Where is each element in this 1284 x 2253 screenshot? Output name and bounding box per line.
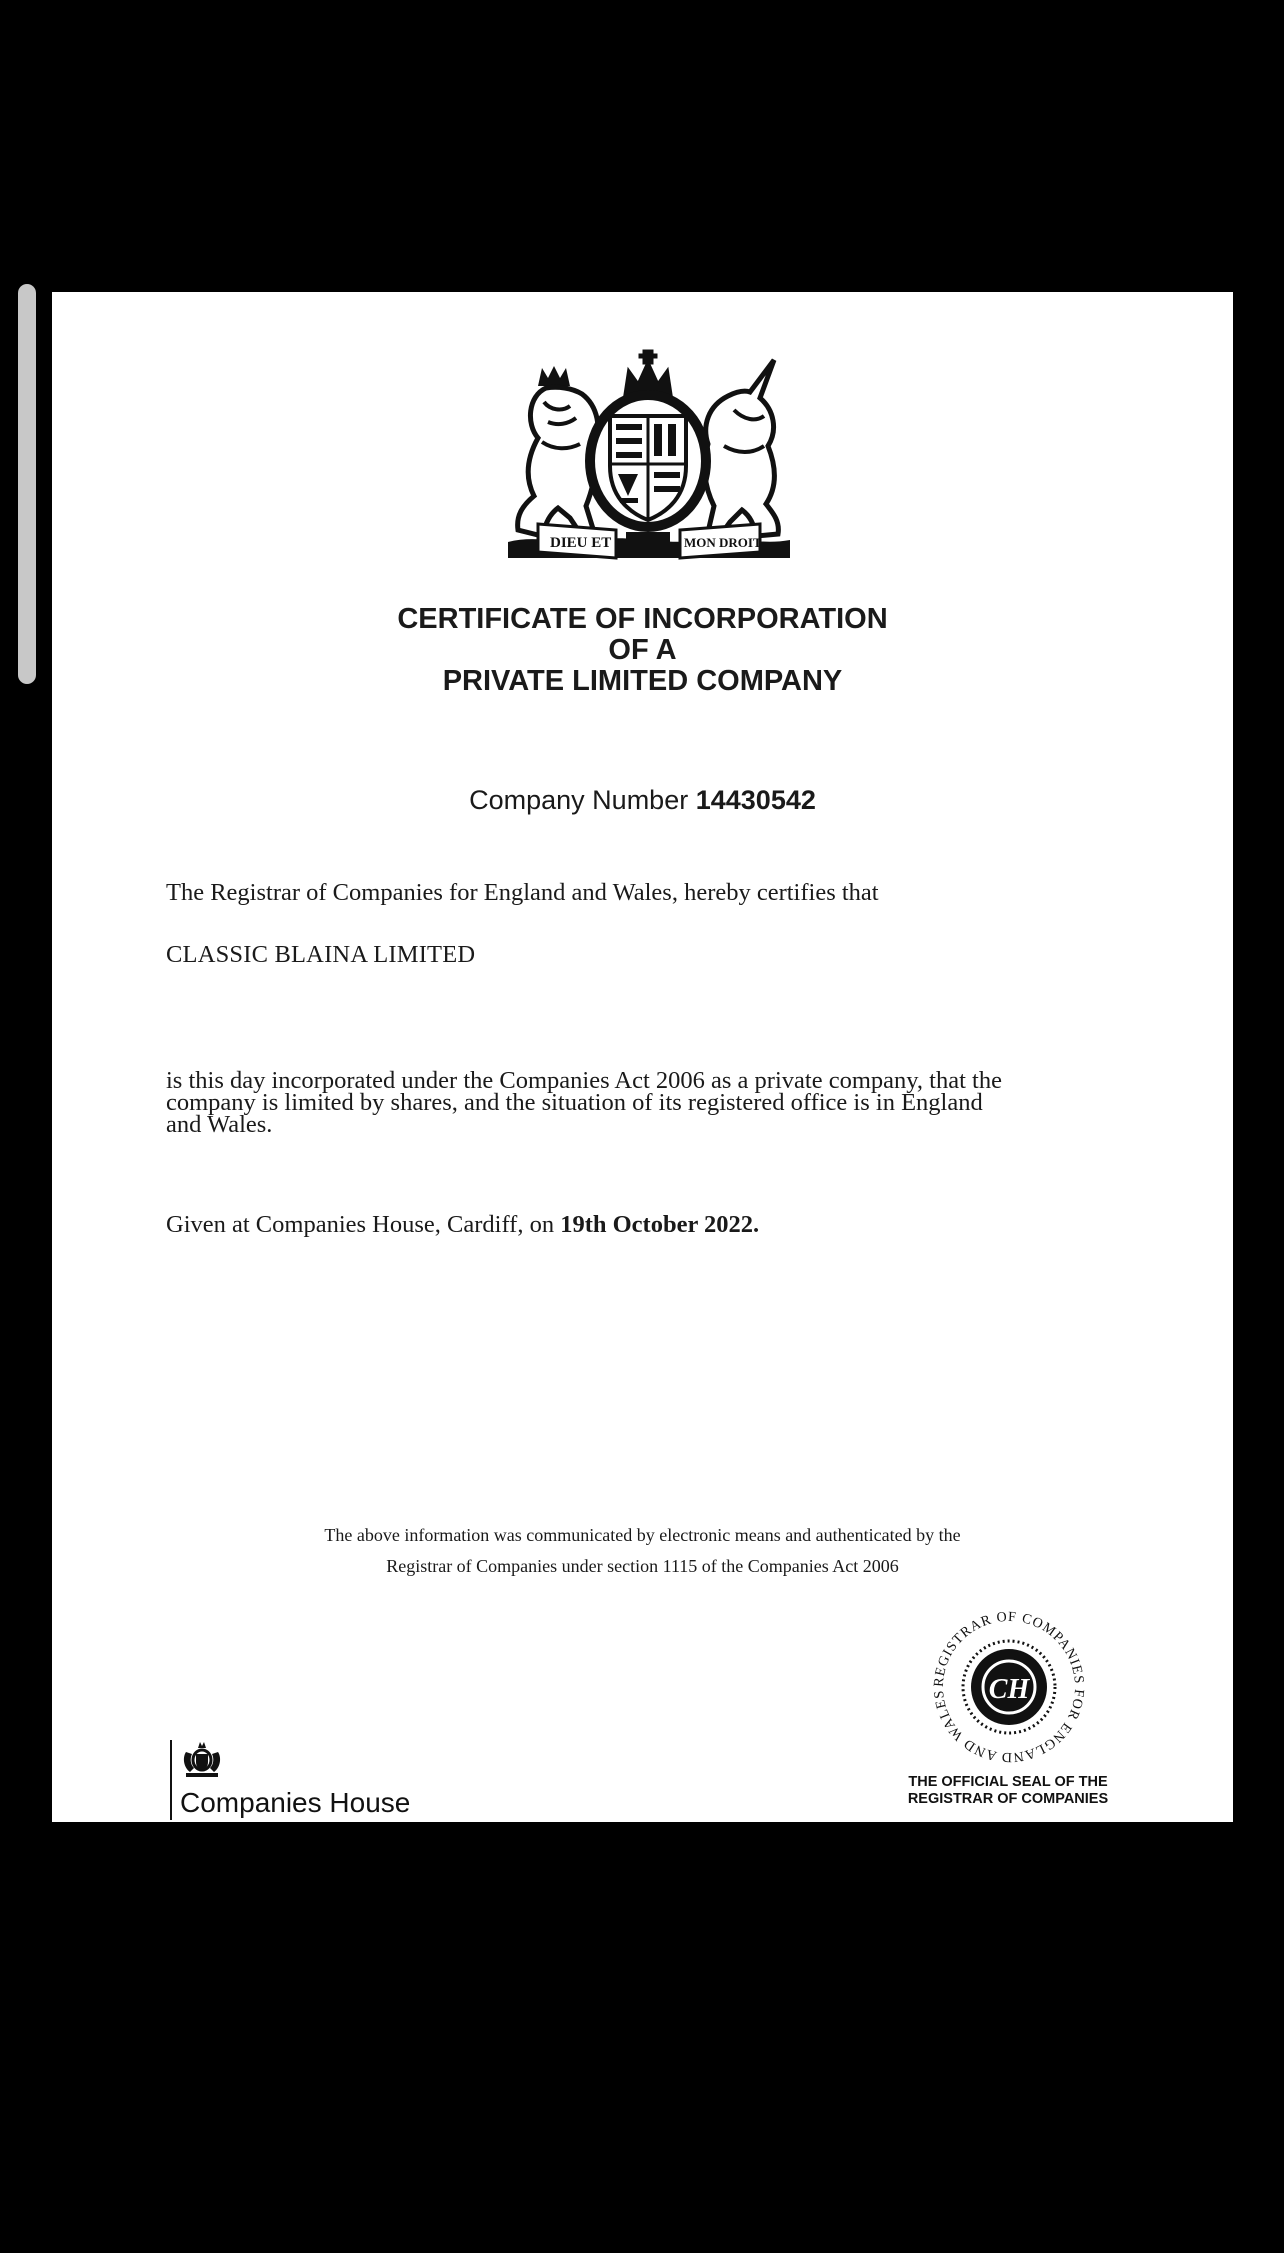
seal-caption-line-1: THE OFFICIAL SEAL OF THE — [908, 1774, 1108, 1790]
scroll-indicator[interactable] — [18, 284, 36, 684]
royal-coat-of-arms — [498, 346, 798, 568]
incorporation-statement — [166, 1067, 1126, 1138]
seal-caption-line-2: REGISTRAR OF COMPANIES — [907, 1791, 1109, 1807]
logo-divider — [170, 1740, 172, 1820]
incorporation-line-2: company is limited by shares, and the situation of its registered office is in England — [166, 1089, 983, 1116]
certificate-title — [52, 604, 1233, 697]
seal-ring-text: REGISTRAR OF COMPANIES FOR ENGLAND AND WALES — [931, 1609, 1087, 1765]
company-number-label: Company Number — [469, 785, 689, 815]
incorporation-date: 19th October 2022. — [560, 1211, 760, 1238]
certificate-title-line-2: OF A — [608, 634, 677, 666]
given-statement — [166, 1211, 1126, 1238]
crest-motto-left: DIEU ET — [550, 535, 612, 551]
companies-house-label: Companies House — [180, 1787, 411, 1818]
seal-monogram: CH — [988, 1674, 1030, 1705]
certificate-title-line-3: PRIVATE LIMITED COMPANY — [442, 665, 843, 697]
given-prefix: Given at Companies House, Cardiff, on — [166, 1211, 555, 1238]
certificate-page — [52, 292, 1233, 1822]
registrar-seal — [924, 1602, 1094, 1772]
authentication-footnote — [52, 1520, 1233, 1582]
certificate-title-line-1: CERTIFICATE OF INCORPORATION — [397, 603, 888, 635]
company-number-line — [52, 785, 1233, 816]
incorporation-line-3: and Wales. — [166, 1111, 273, 1138]
footnote-line-1: The above information was communicated by electronic means and authenticated by the — [324, 1525, 961, 1545]
company-number-value: 14430542 — [695, 785, 816, 815]
company-name: CLASSIC BLAINA LIMITED — [166, 941, 476, 968]
certifies-statement: The Registrar of Companies for England and Wales, hereby certifies that — [166, 879, 879, 906]
companies-house-logo — [170, 1740, 430, 1820]
crest-motto-right: MON DROIT — [684, 535, 762, 550]
footnote-line-2: Registrar of Companies under section 1115 of the Companies Act 2006 — [386, 1556, 899, 1576]
incorporation-line-1: is this day incorporated under the Companies Act 2006 as a private company, that the — [166, 1067, 1002, 1094]
seal-caption — [878, 1774, 1138, 1808]
small-crest-icon — [182, 1742, 222, 1778]
